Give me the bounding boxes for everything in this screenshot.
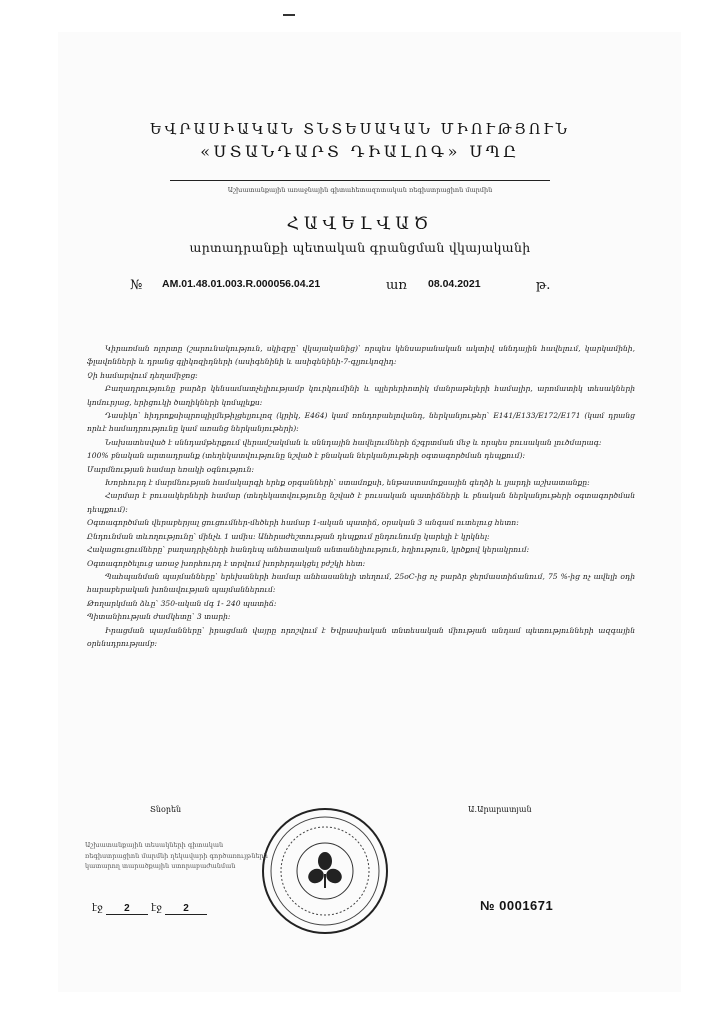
paragraph: Իրացման պայմանները՝ իրացման վայրը որոշվում է Եվրասիական տնտեսական միության անդամ պետությունների ազգային օրենսդրությամբ: xyxy=(87,625,635,648)
right-signatory: Ա.Արարատյան xyxy=(468,805,532,814)
org-name-line1: ԵՎՐԱՍԻԱԿԱՆ ՏՆՏԵՍԱԿԱՆ ՄԻՈՒԹՅՈՒՆ xyxy=(150,122,570,138)
paragraph: Կիրառման ոլորտը (շարունակություն, սկիզբը՝ վկայականից)՝ որպես կենսաբանական ակտիվ սննդային հավելում, կարկամինի, ֆլավոնների և դրանց գլիկոզիդների (ասիգենինի և ասիգենինի-7-գլյուկոզիդ: xyxy=(87,344,635,367)
paragraph: Պահպանման պայմանները՝ երեխաների համար անհասանելի տեղում, 25oC-ից ոչ բարձր ջերմաստիճանում, 75 %-ից ոչ ավելի օդի հարաբերական խոնավության պայմաններում: xyxy=(87,571,635,595)
clover-icon xyxy=(306,852,345,888)
stamp-middle-ring xyxy=(271,817,379,925)
paragraph: 100% բնական արտադրանք (տեղեկատվությունը նշված է բնական ներկանյութերի օգտագործման դեպքում): xyxy=(87,451,526,461)
paragraph: Նախատեսված է սննդամթերքում վերամշակման և սննդային հավելումների ճշգրտման մեջ և որպես բուսական լուծմարագ: xyxy=(105,437,602,447)
certificate-number: AM.01.48.01.003.R.000056.04.21 xyxy=(162,278,321,290)
stamp-emblem-ring xyxy=(297,843,353,899)
paragraph: Խորհուրդ է մարմնության համակարգի երեք օրգանների՝ ստամոքսի, ենթաստամոքսային գեղձի և լյարդի աշխատանքը: xyxy=(105,478,590,488)
stamp-outer-ring xyxy=(263,809,387,933)
org-subtitle: Աշխատանքային առաջնային գիտահետազոտական ռեգիստրացիոն մարմին xyxy=(227,186,493,194)
body-text xyxy=(87,342,635,650)
certificate-date: 08.04.2021 xyxy=(428,278,481,290)
paragraph: Օգտագործման վերաբերյալ ցուցումներ-մեծերի համար 1-ական պատիճ, օրական 3 անգամ ուտելուց հետո: xyxy=(87,518,519,528)
stamp-inner-ring xyxy=(281,827,369,915)
left-signatory: Տնօրեն xyxy=(150,805,182,814)
org-name-line2: «ՍՏԱՆԴԱՐՏ ԴԻԱԼՈԳ» ՍՊԸ xyxy=(200,142,520,161)
paragraph: Ընդունման տևողությունը՝ մինչև 1 ամիս: Անհրաժեշտության դեպքում ընդունումը կարելի է կրկնել: xyxy=(87,531,490,541)
number-label: № xyxy=(130,278,143,293)
official-stamp xyxy=(260,806,390,936)
year-suffix: թ. xyxy=(536,278,551,293)
paragraph: Թողարկման ձևը՝ 350-ական մգ 1- 240 պատիճ: xyxy=(87,598,277,608)
serial-number: № 0001671 xyxy=(480,898,554,913)
paragraph: Հարմար է բուսակերների համար (տեղեկատվությունը նշված է բուսական պատիճների և բնական ներկանյութերի օգտագործման դեպքում): xyxy=(87,491,635,514)
top-mark xyxy=(283,14,295,16)
signatory-caption: Աշխատանքային տեսակների գիտական ռեգիստրացիոն մարմնի ղեկավարի գործառույթների կատարող տարածքային ստորաբաժանման xyxy=(85,841,268,870)
document-title: ՀԱՎԵԼՎԱԾ xyxy=(286,214,434,234)
header-divider xyxy=(170,180,550,181)
date-label: առ xyxy=(386,278,407,293)
paragraph: Բաղադրությունը բարձր կենսամատչելիությամբ կուրկումինի և պլերերիոտիկ մանրաթելերի համալիր, արոմատիկ տեսակների կոմուրյաց, երիցուկի ծաղիկների կոմպլեքս: xyxy=(87,384,635,407)
sheet-counter: էջ 2 էջ 2 xyxy=(92,903,207,915)
document-subtitle: արտադրանքի պետական գրանցման վկայականի xyxy=(189,240,531,255)
paragraph: Մարմնության համար եռակի օգնություն: xyxy=(87,464,255,474)
paragraph: Հակացուցումները՝ բաղադրիչների հանդեպ անհատական անտանելիություն, հղիություն, կրծքով կերակրում: xyxy=(87,545,530,555)
paragraph: Պիտանիության ժամկետը՝ 3 տարի: xyxy=(87,612,231,622)
paragraph: Օգտագործելուց առաջ խորհուրդ է տրվում խորհրդակցել բժշկի հետ: xyxy=(87,558,366,568)
paragraph: Դասիկո՝ հիդրոքսիպրոպիլմեթիլցելյուլոզ (կրիկ, E464) կամ ռոնդոբաելովանդ, ներկանյութեր՝ E141/E133/E172/E171 (կամ դրանց որևէ համադրությունը կամ առանց ներկանյութերի): xyxy=(87,411,635,434)
paragraph: Չի համարվում դեղամիջոց: xyxy=(87,370,198,380)
